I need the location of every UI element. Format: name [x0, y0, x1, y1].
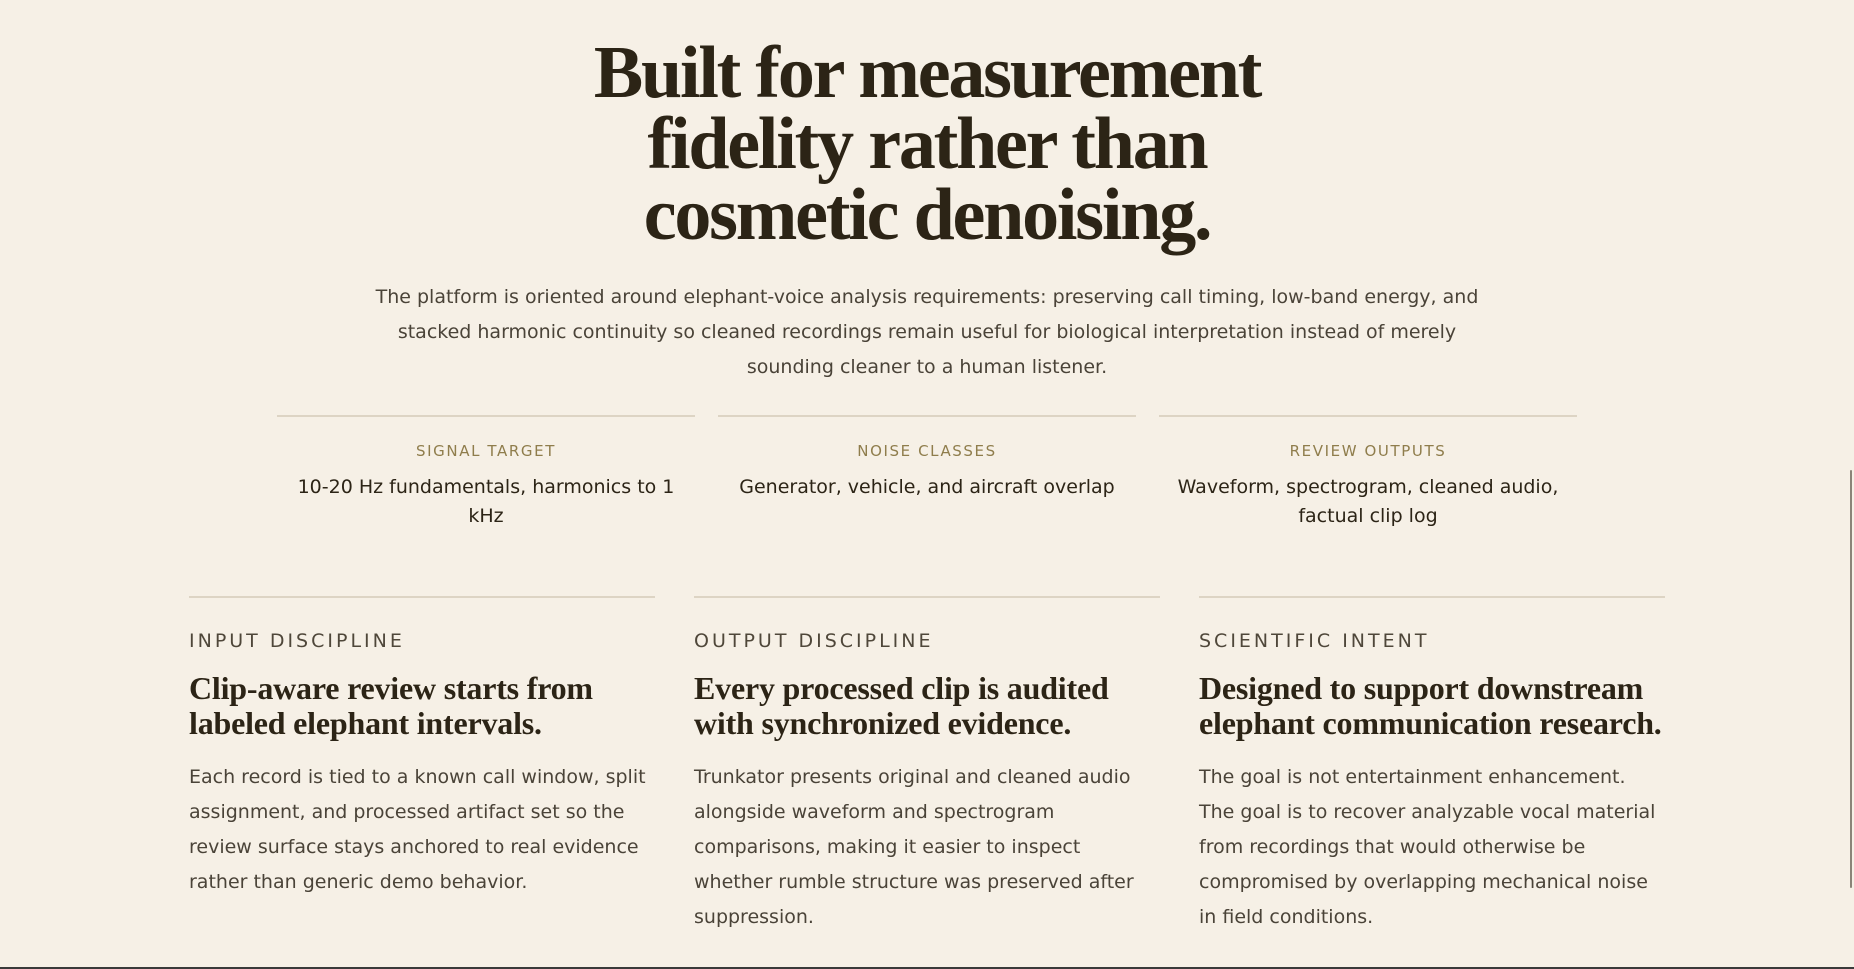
pillar-body: Each record is tied to a known call window, split assignment, and processed artifact set so the review surface stays anchored to real evidence rather than generic demo behavior.: [189, 766, 646, 893]
pillar-input-discipline: [189, 596, 655, 900]
pillar-body: Trunkator presents original and cleaned audio alongside waveform and spectrogram comparisons, making it easier to inspect whether rumble structure was preserved after suppression.: [694, 766, 1134, 928]
stat-value: Waveform, spectrogram, cleaned audio, factual clip log: [1177, 476, 1559, 527]
hero-title-line: Built for measurement: [593, 32, 1261, 114]
pillar-scientific-intent: [1199, 596, 1665, 935]
stat-review-outputs: [1159, 415, 1577, 531]
hero-title-line: cosmetic denoising.: [643, 174, 1211, 256]
stat-value: 10-20 Hz fundamentals, harmonics to 1 kHz: [297, 476, 675, 527]
scrollbar-thumb[interactable]: [1850, 470, 1852, 888]
stat-label: SIGNAL TARGET: [416, 442, 556, 460]
pillar-eyebrow: SCIENTIFIC INTENT: [1199, 630, 1430, 652]
stat-signal-target: [277, 415, 695, 531]
pillar-eyebrow: INPUT DISCIPLINE: [189, 630, 405, 652]
pillar-title: Designed to support downstream elephant communication research.: [1199, 670, 1662, 741]
stat-noise-classes: [718, 415, 1136, 502]
pillar-title: Every processed clip is audited with synchronized evidence.: [694, 670, 1109, 741]
stat-value: Generator, vehicle, and aircraft overlap: [739, 476, 1115, 498]
hero-title-line: fidelity rather than: [647, 103, 1207, 185]
pillar-eyebrow: OUTPUT DISCIPLINE: [694, 630, 934, 652]
stat-label: REVIEW OUTPUTS: [1289, 442, 1447, 460]
pillar-output-discipline: [694, 596, 1160, 935]
hero-title: [527, 32, 1327, 256]
stat-label: NOISE CLASSES: [857, 442, 997, 460]
pillars-row: [189, 596, 1665, 956]
stats-row: [277, 415, 1577, 535]
pillar-title: Clip-aware review starts from labeled elephant intervals.: [189, 670, 593, 741]
hero-description: The platform is oriented around elephant-voice analysis requirements: preserving call timing, low-band energy, and stacked harmonic continuity so cleaned recordings remain useful for biological interpretation instead of merely sounding cleaner to a human listener.: [375, 286, 1479, 378]
pillar-body: The goal is not entertainment enhancement. The goal is to recover analyzable vocal material from recordings that would otherwise be compromised by overlapping mechanical noise in field conditions.: [1199, 766, 1656, 928]
